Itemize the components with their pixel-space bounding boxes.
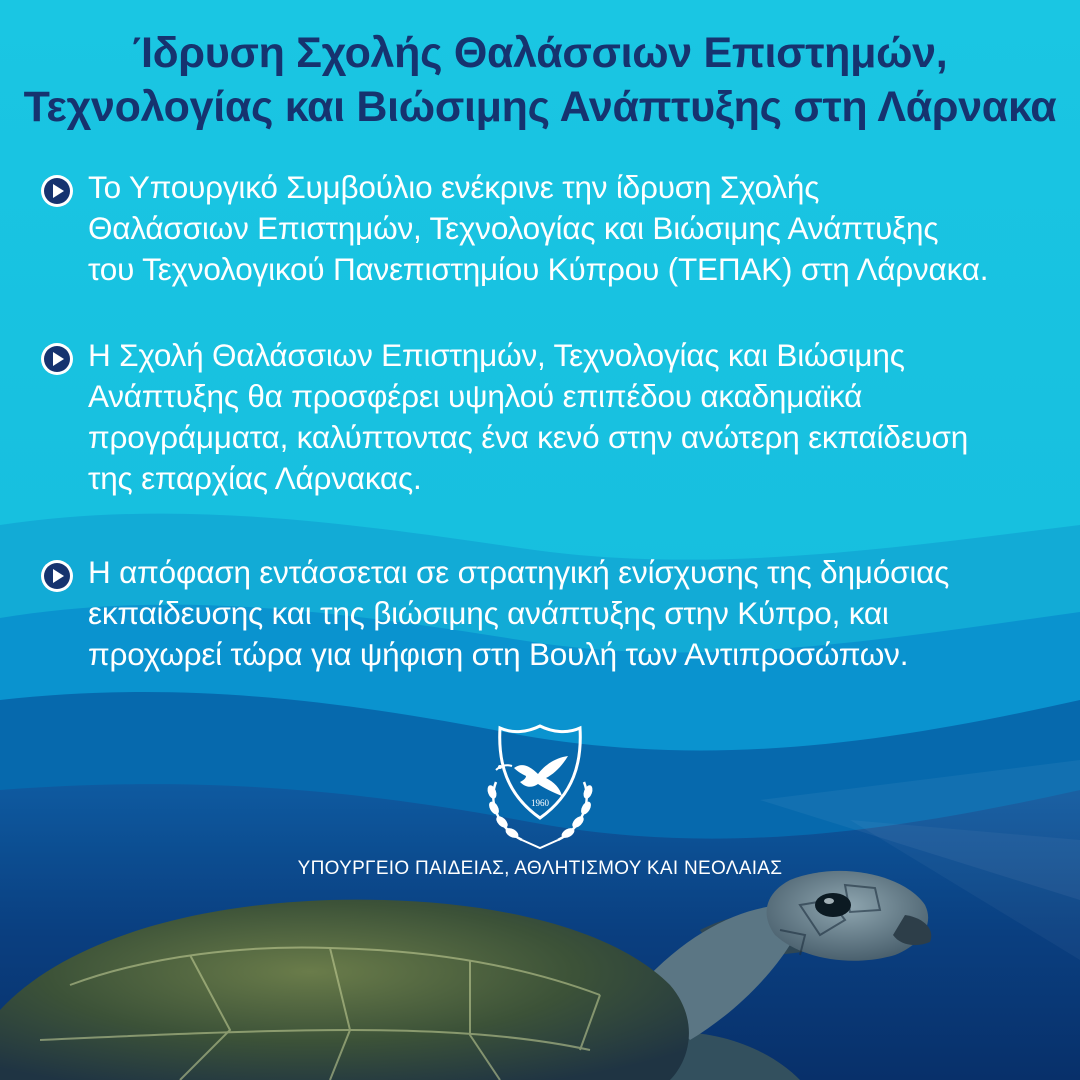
ministry-label: ΥΠΟΥΡΓΕΙΟ ΠΑΙΔΕΙΑΣ, ΑΘΛΗΤΙΣΜΟΥ ΚΑΙ ΝΕΟΛΑΙΑΣ [297, 858, 783, 879]
bullet-1-line-1: Το Υπουργικό Συμβούλιο ενέκρινε την ίδρυση Σχολής [88, 169, 820, 205]
bullet-2-line-3: προγράμματα, καλύπτοντας ένα κενό στην ανώτερη εκπαίδευση [88, 419, 969, 455]
title-line-1: Ίδρυση Σχολής Θαλάσσιων Επιστημών, [132, 29, 948, 77]
bullet-1-line-3: του Τεχνολογικού Πανεπιστημίου Κύπρου (ΤΕΠΑΚ) στη Λάρνακα. [88, 251, 989, 287]
bullet-3-line-3: προχωρεί τώρα για ψήφιση στη Βουλή των Αντιπροσώπων. [88, 636, 909, 672]
title-line-2: Τεχνολογίας και Βιώσιμης Ανάπτυξης στη Λάρνακα [23, 83, 1057, 131]
bullet-2-line-4: της επαρχίας Λάρνακας. [88, 460, 422, 496]
bullet-2-line-2: Ανάπτυξης θα προσφέρει υψηλού επιπέδου ακαδημαϊκά [88, 378, 863, 414]
bullet-2-line-1: Η Σχολή Θαλάσσιων Επιστημών, Τεχνολογίας και Βιώσιμης [88, 337, 905, 373]
page-title [0, 26, 1080, 134]
bullet-text-1 [88, 167, 1058, 290]
play-icon [40, 174, 74, 208]
cyprus-coat-of-arms-icon [478, 722, 602, 852]
bullet-text-3 [88, 552, 1058, 675]
bullet-1-line-2: Θαλάσσιων Επιστημών, Τεχνολογίας και Βιώσιμης Ανάπτυξης [88, 210, 939, 246]
bullet-3-line-1: Η απόφαση εντάσσεται σε στρατηγική ενίσχυσης της δημόσιας [88, 554, 950, 590]
play-icon [40, 342, 74, 376]
play-icon [40, 559, 74, 593]
emblem-year: 1960 [531, 798, 549, 808]
bullet-3-line-2: εκπαίδευσης και της βιώσιμης ανάπτυξης στην Κύπρο, και [88, 595, 889, 631]
bullet-text-2 [88, 335, 1058, 499]
